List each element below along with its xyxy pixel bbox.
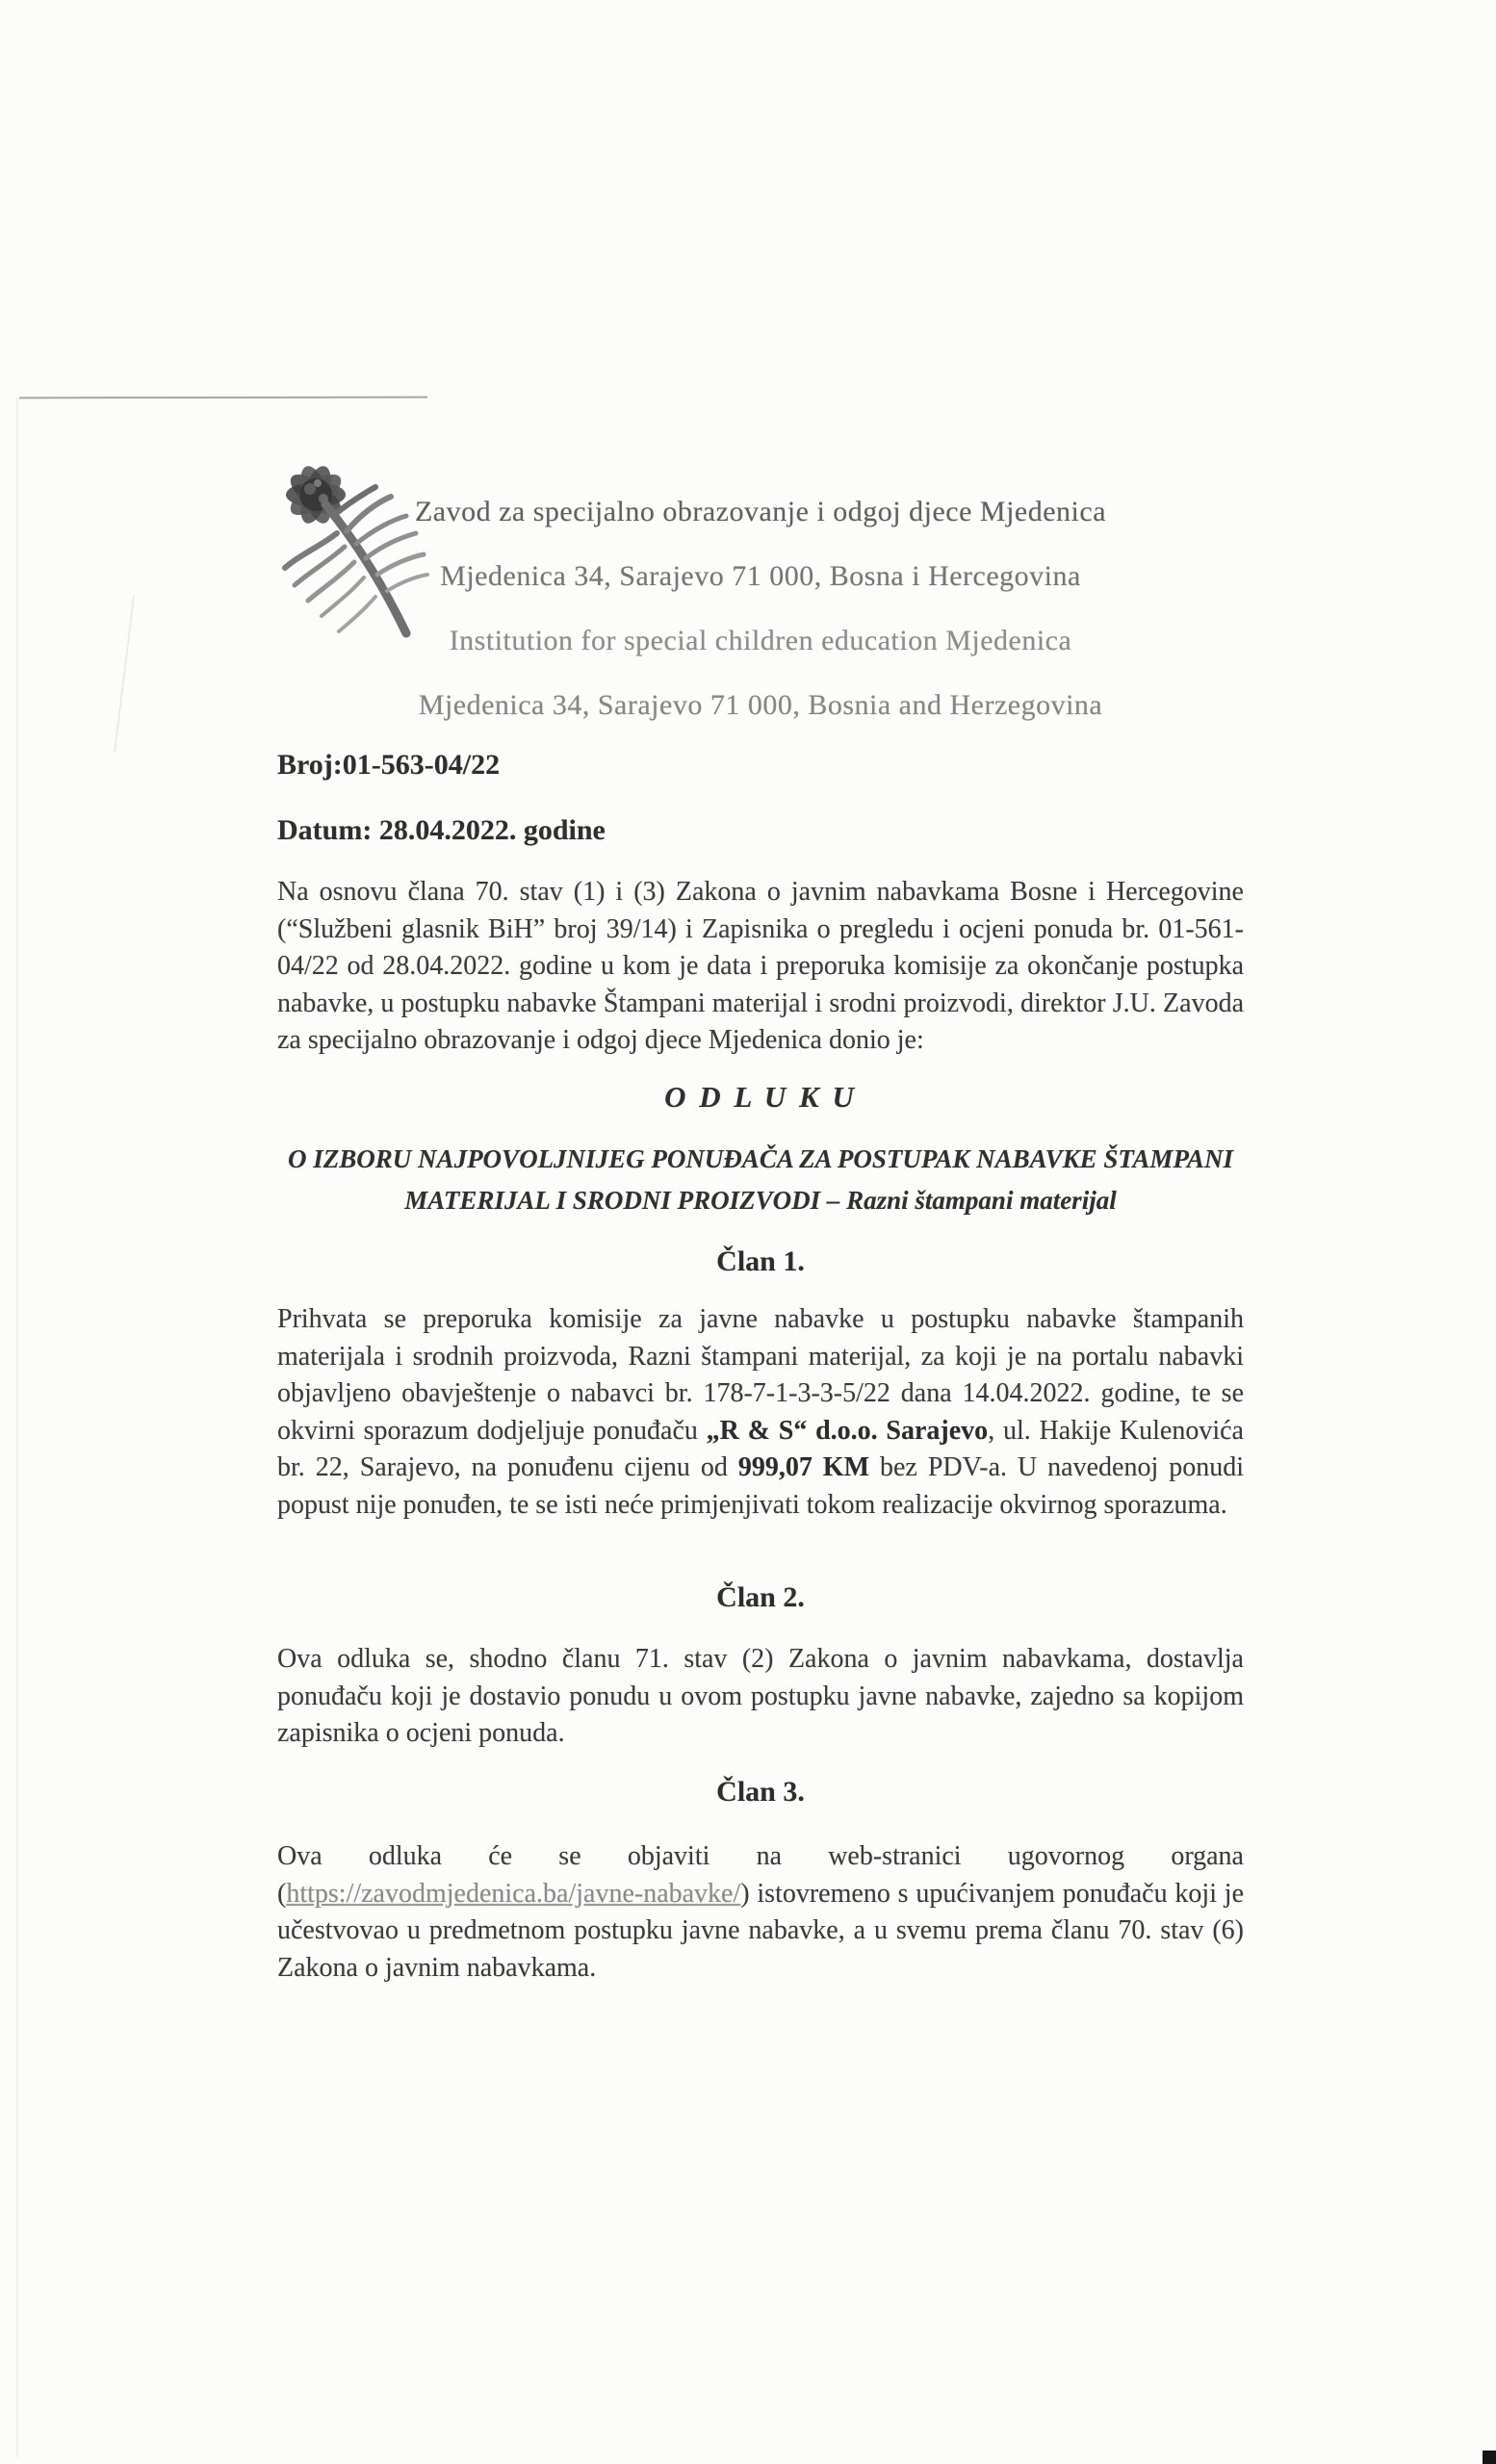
intro-paragraph: Na osnovu člana 70. stav (1) i (3) Zakona o javnim nabavkama Bosne i Hercegovine (“Službeni glasnik BiH” broj 39/14) i Zapisnika o pregledu i ocjeni ponuda br. 01-561-04/22 od 28.04.2022. godine u kom je data i preporuka komisije za okončanje postupka nabavke, u postupku nabavke Štampani materijal i srodni proizvodi, direktor J.U. Zavoda za specijalno obrazovanje i odgoj djece Mjedenica donio je: <box>277 877 1244 1056</box>
scan-artifact-left-edge <box>16 398 18 2457</box>
article-1-heading: Član 1. <box>716 1245 805 1277</box>
article-2-heading: Član 2. <box>716 1581 805 1613</box>
article-3-text-before-link: Ova odluka će se objaviti na web-stranici ugovornog organa <box>277 1841 1244 1871</box>
org-name-bosnian: Zavod za specijalno obrazovanje i odgoj djece Mjedenica <box>414 496 1107 527</box>
article-3-text-after-link: istovremeno s upućivanjem ponuđaču koji je učestvovao u predmetnom postupku javne nabavke, a u svemu prema članu 70. stav (6) Zakona o javnim nabavkama. <box>277 1878 1244 1983</box>
offer-price: 999,07 KM <box>737 1452 870 1483</box>
article-3-heading: Član 3. <box>716 1776 805 1808</box>
close-paren: ) <box>740 1878 750 1909</box>
article-1-paragraph <box>277 1301 1244 1525</box>
article-3-paragraph <box>277 1838 1244 1987</box>
document-number: Broj:01-563-04/22 <box>277 749 501 781</box>
org-address-english: Mjedenica 34, Sarajevo 71 000, Bosnia and Herzegovina <box>418 689 1103 721</box>
document-date: Datum: 28.04.2022. godine <box>277 814 606 846</box>
org-address-bosnian: Mjedenica 34, Sarajevo 71 000, Bosna i Hercegovina <box>440 560 1081 592</box>
scan-artifact-corner-mark <box>1483 2451 1496 2464</box>
article-1-text-3: bez PDV-a. U navedenoj ponudi popust nije ponuđen, te se isti neće primjenjivati tokom realizacije okvirnog sporazuma. <box>277 1452 1244 1520</box>
decision-subtitle: O IZBORU NAJPOVOLJNIJEG PONUĐAČA ZA POSTUPAK NABAVKE ŠTAMPANI MATERIJAL I SRODNI PROIZVODI – Razni štampani materijal <box>288 1144 1233 1215</box>
scan-artifact-streak <box>114 595 135 753</box>
procurement-page-link[interactable]: https://zavodmjedenica.ba/javne-nabavke/ <box>286 1878 741 1909</box>
vendor-name: „R & S“ d.o.o. Sarajevo <box>706 1415 989 1446</box>
article-1-text-2: , ul. Hakije Kulenovića br. 22, Sarajevo, na ponuđenu cijenu od <box>277 1415 1244 1483</box>
org-name-english: Institution for special children education Mjedenica <box>449 625 1072 656</box>
article-2-paragraph: Ova odluka se, shodno članu 71. stav (2) Zakona o javnim nabavkama, dostavlja ponuđaču koji je dostavio ponudu u ovom postupku javne nabavke, zajedno sa kopijom zapisnika o ocjeni ponuda. <box>277 1644 1244 1749</box>
letterhead <box>277 479 1244 737</box>
scan-artifact-top-line <box>19 397 427 399</box>
article-1-text-1: Prihvata se preporuka komisije za javne nabavke u postupku nabavke štampanih materijala i srodnih proizvoda, Razni štampani materijal, za koji je na portalu nabavki objavljeno obavještenje o nabavci br. 178-7-1-3-3-5/22 dana 14.04.2022. godine, te se okvirni sporazum dodjeljuje ponuđaču <box>277 1304 1244 1446</box>
decision-heading: O D L U K U <box>664 1080 857 1114</box>
open-paren: ( <box>277 1878 287 1909</box>
